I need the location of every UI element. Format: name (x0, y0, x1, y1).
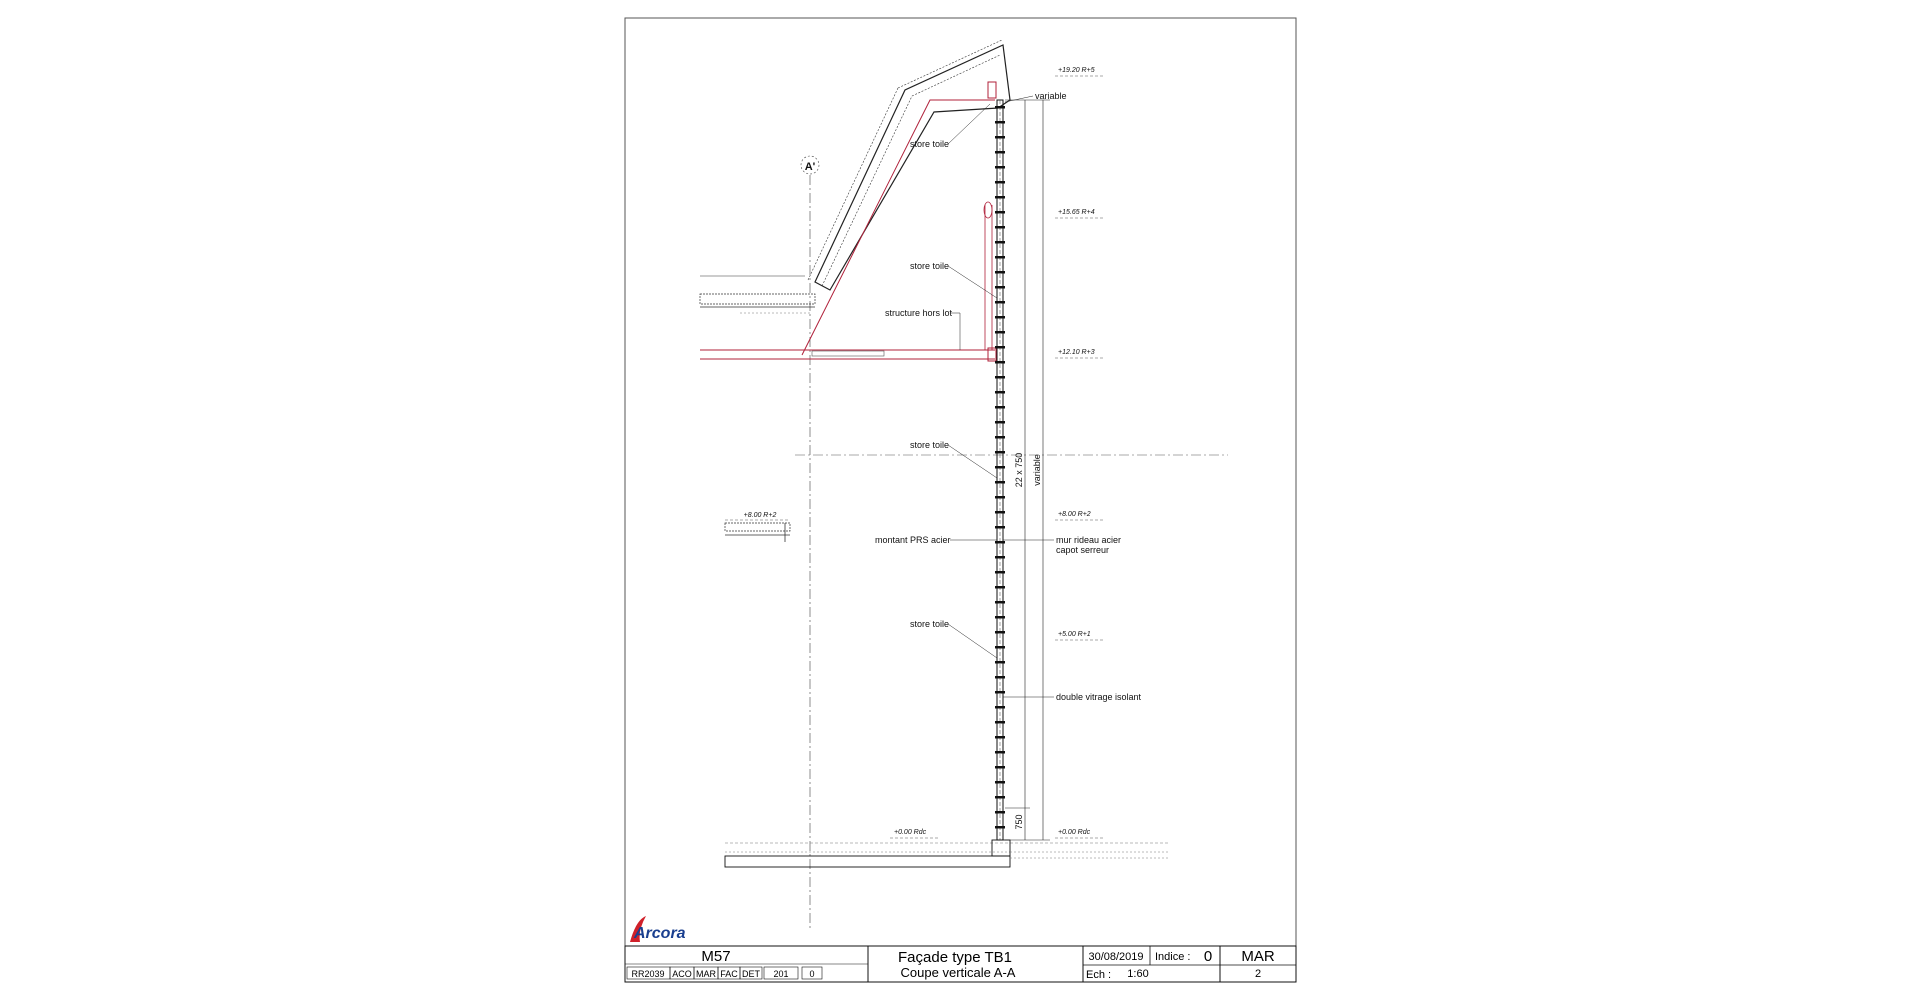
transom-tick (995, 241, 1005, 244)
transom-tick (995, 571, 1005, 574)
transom-tick (995, 691, 1005, 694)
transom-tick (995, 466, 1005, 469)
transom-tick (995, 736, 1005, 739)
sheet-frame (625, 18, 1296, 982)
transom-tick (995, 331, 1005, 334)
transom-tick (995, 256, 1005, 259)
transom-tick (995, 346, 1005, 349)
transom-tick (995, 136, 1005, 139)
scale-label: Ech : (1086, 969, 1112, 981)
svg-text:variable: variable (1035, 91, 1067, 101)
sheet-number: 2 (1254, 968, 1262, 980)
svg-text:+5.00 R+1: +5.00 R+1 (1058, 631, 1091, 638)
svg-text:+19.20 R+5: +19.20 R+5 (1058, 67, 1095, 74)
transom-tick (995, 631, 1005, 634)
transom-tick (995, 556, 1005, 559)
transom-tick (995, 106, 1005, 109)
transom-tick (995, 406, 1005, 409)
transom-tick (995, 511, 1005, 514)
transom-tick (995, 316, 1005, 319)
transom-tick (995, 601, 1005, 604)
transom-tick (995, 436, 1005, 439)
svg-text:mur rideau acier: mur rideau acier (1056, 535, 1122, 545)
project-code: M57 (701, 948, 731, 965)
level-r2-left: +8.00 R+2 (743, 512, 777, 519)
transom-tick (995, 721, 1005, 724)
drawing-subtitle: Coupe verticale A-A (900, 965, 1016, 980)
transom-tick (995, 676, 1005, 679)
transom-tick (995, 481, 1005, 484)
transom-tick (995, 301, 1005, 304)
transom-tick (995, 796, 1005, 799)
scale-value: 1:60 (1127, 968, 1149, 980)
svg-text:store toile: store toile (910, 619, 950, 629)
svg-text:store toile: store toile (910, 139, 950, 149)
transom-tick (995, 496, 1005, 499)
transom-tick (995, 391, 1005, 394)
ref-cell: 201 (773, 969, 789, 979)
transom-tick (995, 616, 1005, 619)
transom-tick (995, 781, 1005, 784)
section-marker-label: A' (804, 161, 816, 173)
svg-text:+12.10 R+3: +12.10 R+3 (1058, 349, 1095, 356)
ref-cell: MAR (696, 969, 716, 979)
transom-tick (995, 121, 1005, 124)
transom-tick (995, 541, 1005, 544)
logo-text: Arcora (634, 925, 686, 942)
transom-tick (995, 181, 1005, 184)
transom-tick (995, 826, 1005, 829)
transom-tick (995, 766, 1005, 769)
ref-cell: ACO (672, 969, 692, 979)
svg-text:+0.00 Rdc: +0.00 Rdc (894, 829, 927, 836)
svg-text:+0.00 Rdc: +0.00 Rdc (1058, 829, 1091, 836)
ref-cell: FAC (720, 969, 738, 979)
transom-tick (995, 451, 1005, 454)
transom-tick (995, 706, 1005, 709)
transom-tick (995, 661, 1005, 664)
dimension-bottom: 750 (1014, 814, 1024, 830)
svg-text:store toile: store toile (910, 261, 950, 271)
ref-cell: 0 (809, 969, 815, 979)
transom-tick (995, 421, 1005, 424)
dimension-modules: 22 x 750 (1014, 452, 1024, 488)
dimension-variable: variable (1032, 454, 1042, 486)
svg-text:montant PRS acier: montant PRS acier (875, 535, 951, 545)
transom-tick (995, 196, 1005, 199)
svg-text:+15.65 R+4: +15.65 R+4 (1058, 209, 1095, 216)
transom-tick (995, 646, 1005, 649)
indice-value: 0 (1203, 948, 1213, 965)
transom-tick (995, 286, 1005, 289)
transom-tick (995, 271, 1005, 274)
transom-tick (995, 526, 1005, 529)
author-code: MAR (1241, 948, 1275, 965)
title-block (625, 946, 1296, 982)
svg-text:store toile: store toile (910, 440, 950, 450)
transom-tick (995, 586, 1005, 589)
svg-text:capot serreur: capot serreur (1056, 545, 1110, 555)
transom-tick (995, 151, 1005, 154)
transom-tick (995, 166, 1005, 169)
transom-tick (995, 361, 1005, 364)
transom-tick (995, 211, 1005, 214)
drawing-title: Façade type TB1 (898, 949, 1012, 966)
svg-text:+8.00 R+2: +8.00 R+2 (1058, 511, 1091, 518)
indice-label: Indice : (1155, 951, 1191, 963)
svg-text:double vitrage isolant: double vitrage isolant (1056, 692, 1142, 702)
transom-tick (995, 751, 1005, 754)
transom-tick (995, 376, 1005, 379)
ref-cell: DET (742, 969, 760, 979)
transom-tick (995, 226, 1005, 229)
svg-text:structure hors lot: structure hors lot (885, 308, 953, 318)
ref-cell: RR2039 (631, 969, 665, 979)
drawing-date: 30/08/2019 (1088, 951, 1144, 963)
transom-tick (995, 811, 1005, 814)
